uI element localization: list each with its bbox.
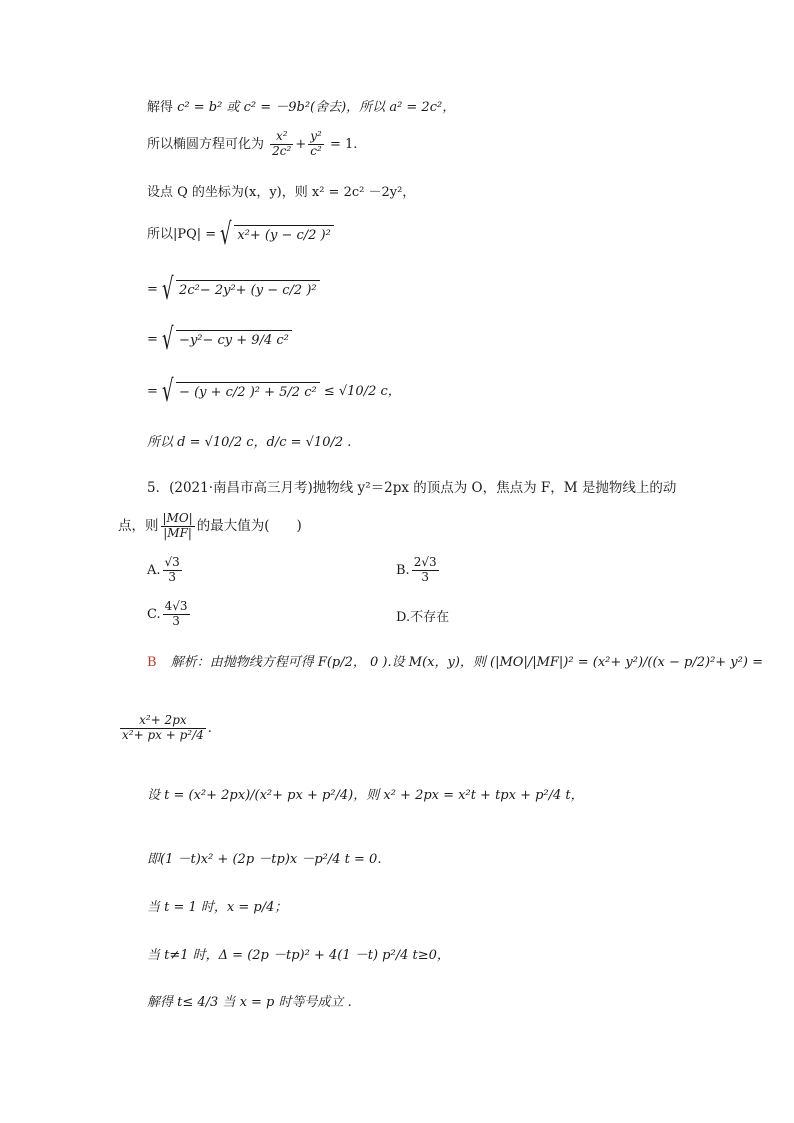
fraction: $\frac{\text{x²+ 2px}}{\text{x²+ px + p²/4}}$ (122, 713, 204, 742)
text: . (207, 720, 212, 736)
text: c² = b² 或 c² = －9b²(舍去)，所以 a² = 2c²， (177, 100, 456, 115)
option-label: A. (147, 562, 161, 578)
text: 解得 t≤ 4/3 当 x = p 时等号成立 . (147, 995, 352, 1010)
option-a[interactable] (147, 556, 184, 585)
text: 解析：由抛物线方程可得 F(p/2， 0 ).设 M(x，y)，则 (|MO|/|MF|)² = (x²+ y²)/((x − p/2)²+ y²) = (170, 655, 763, 670)
sqrt-expression: √ − (y + c/2 )² + 5/2 c² (162, 382, 320, 401)
text: 所以|PQ| = (147, 226, 217, 242)
fraction: $\frac{4√3}{3}$ (164, 599, 188, 628)
text: 所以椭圆方程可化为 (147, 136, 265, 152)
solution-line-3 (147, 185, 415, 201)
solution-line-4 (147, 217, 334, 252)
fraction: $\frac{√3}{3}$ (164, 555, 180, 584)
solution-line-s5 (147, 900, 287, 916)
text: 解得 (147, 100, 178, 115)
fraction: $\frac{\text{x²}}{\text{2c²}}$ (272, 129, 292, 158)
option-b[interactable] (396, 556, 441, 585)
solution-line-5 (147, 272, 320, 307)
fraction: $\frac{\text{y²}}{\text{c²}}$ (310, 129, 322, 158)
text: 设点 Q 的坐标为(x，y)，则 x² = 2c² －2y²， (147, 185, 416, 200)
sqrt-expression: √ −y²− cy + 9/4 c² (162, 330, 292, 349)
problem-stem-line-1 (147, 480, 676, 496)
option-label: C. (147, 606, 161, 622)
solution-line-analysis (147, 655, 763, 671)
text: 的最大值为( ) (196, 517, 302, 534)
text: = (147, 383, 158, 399)
solution-line-7 (147, 374, 401, 409)
answer-badge: B (147, 655, 157, 670)
solution-line-s4 (147, 852, 381, 868)
text: 当 t≠1 时，Δ = (2p －tp)² + 4(1 －t) p²/4 t≥0， (147, 948, 450, 963)
solution-fraction-line (118, 714, 212, 743)
problem-stem-line-2 (118, 512, 302, 541)
option-d[interactable] (396, 610, 449, 626)
solution-line-s7 (147, 995, 352, 1011)
text: 当 t = 1 时，x = p/4； (147, 900, 288, 915)
option-label: B. (396, 562, 410, 578)
text: = (147, 281, 158, 297)
text: 即(1 －t)x² + (2p －tp)x －p²/4 t = 0. (147, 852, 382, 867)
text: 所以 d = √10/2 c，d/c = √10/2 . (147, 435, 352, 450)
sqrt-expression: √ x²+ (y − c/2 )² (220, 225, 334, 244)
fraction: $\frac{2√3}{3}$ (413, 555, 437, 584)
text: 5．(2021·南昌市高三月考)抛物线 y²＝2px 的顶点为 O，焦点为 F，M 是抛物线上的动 (147, 480, 677, 496)
solution-line-6 (147, 322, 292, 357)
solution-line-1 (147, 100, 455, 116)
text: + (295, 136, 307, 152)
text: = 1. (329, 136, 358, 152)
text: 设 t = (x²+ 2px)/(x²+ px + p²/4)，则 x² + 2px = x²t + tpx + p²/4 t， (147, 788, 584, 803)
option-label: D.不存在 (396, 610, 450, 625)
text: 点，则 (118, 517, 159, 534)
solution-line-s6 (147, 948, 450, 964)
solution-line-s3 (147, 788, 584, 804)
solution-line-2 (147, 130, 357, 159)
text: = (147, 331, 158, 347)
sqrt-expression: √ 2c²− 2y²+ (y − c/2 )² (162, 280, 320, 299)
fraction: $\frac{|MO|}{|MF|}$ (162, 511, 193, 540)
option-c[interactable] (147, 600, 192, 629)
text: ≤ √10/2 c， (323, 383, 401, 399)
solution-line-8 (147, 435, 351, 451)
